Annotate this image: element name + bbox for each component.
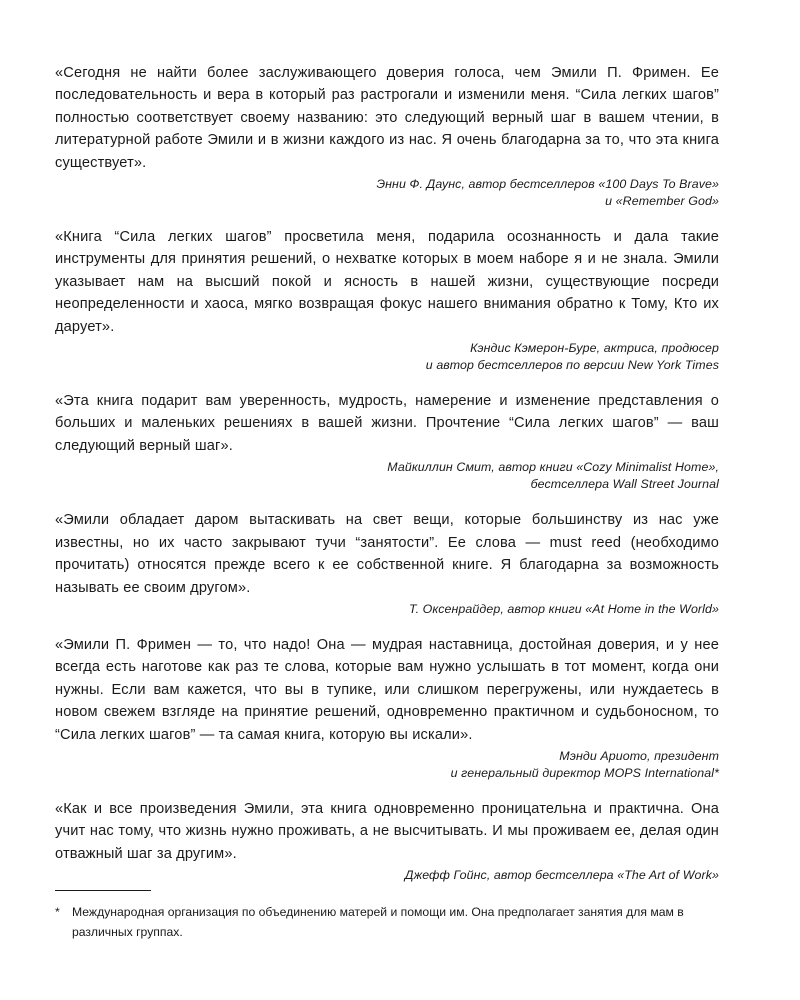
testimonials-page xyxy=(55,62,719,900)
attribution-line: Т. Оксенрайдер, автор книги «At Home in the World» xyxy=(409,601,719,616)
attribution-line: бестселлера Wall Street Journal xyxy=(530,477,719,492)
testimonial-attribution xyxy=(55,748,719,782)
attribution-line: Майкиллин Смит, автор книги «Cozy Minimalist Home», xyxy=(387,460,719,475)
testimonial-attribution xyxy=(55,176,719,210)
testimonial-quote: «Как и все произведения Эмили, эта книга одновременно проницательна и практична. Она учит нас тому, что жизнь нужно проживать, а не высчитывать. И мы проживаем ее, делая один отважный шаг за другим». xyxy=(55,800,719,862)
attribution-line: и генеральный директор MOPS International* xyxy=(450,765,719,780)
testimonial-attribution xyxy=(55,340,719,374)
testimonial-attribution xyxy=(55,867,719,884)
testimonial-quote: «Эмили обладает даром вытаскивать на свет вещи, которые большинству из нас уже известны, но их часто закрывают тучи “занятости”. Ее слова — must reed (необходимо прочитать) относятся прежде всего к ее собственной книге. Я благодарна за возможность называть ее своим другом». xyxy=(55,512,719,596)
testimonial-attribution xyxy=(55,601,719,618)
attribution-line: Кэндис Кэмерон-Буре, актриса, продюсер xyxy=(470,341,719,356)
testimonial-block xyxy=(55,798,719,884)
testimonial-quote: «Сегодня не найти более заслуживающего доверия голоса, чем Эмили П. Фримен. Ее последовательность и вера в который раз растрогали и изменили меня. “Сила легких шагов” полностью соответствует своему названию: это следующий верный шаг в вашем чтении, в литературной работе Эмили и в жизни каждого из нас. Я очень благодарна за то, что эта книга существует». xyxy=(55,65,719,171)
footnote-divider xyxy=(55,890,151,891)
testimonial-block xyxy=(55,634,719,782)
attribution-line: Мэнди Ариото, президент xyxy=(559,748,719,763)
attribution-line: и автор бестселлеров по версии New York Times xyxy=(425,358,719,373)
testimonial-block xyxy=(55,509,719,618)
footnote xyxy=(55,902,719,942)
testimonial-block xyxy=(55,226,719,374)
testimonial-block xyxy=(55,62,719,210)
testimonial-quote: «Эта книга подарит вам уверенность, мудрость, намерение и изменение представления о больших и маленьких решениях в вашей жизни. Прочтение “Сила легких шагов” — ваш следующий верный шаг». xyxy=(55,393,719,454)
footnote-text: Международная организация по объединению матерей и помощи им. Она предполагает занятия для мам в различных группах. xyxy=(72,905,684,939)
attribution-line: и «Remember God» xyxy=(605,194,719,209)
testimonial-quote: «Книга “Сила легких шагов” просветила меня, подарила осознанность и дала такие инструменты для принятия решений, о нехватке которых в моем наборе я и не знала. Эмили указывает нам на высший покой и ясность в нашей жизни, существующие посреди неопределенности и хаоса, мягко возвращая фокус нашего внимания обратно к Тому, Кто их дарует». xyxy=(55,229,719,335)
attribution-line: Джефф Гойнс, автор бестселлера «The Art of Work» xyxy=(404,868,719,883)
footnote-mark: * xyxy=(55,905,60,919)
testimonial-block xyxy=(55,390,719,493)
testimonial-quote: «Эмили П. Фримен — то, что надо! Она — мудрая наставница, достойная доверия, и у нее всегда есть наготове как раз те слова, которые вам нужно услышать в тот момент, когда они нужны. Если вам кажется, что вы в тупике, или слишком перегружены, или нуждаетесь в новом свежем взгляде на принятие решений, одновременно практичном и судьбоносном, то “Сила легких шагов” — та самая книга, которую вы искали». xyxy=(55,636,719,743)
testimonial-attribution xyxy=(55,459,719,493)
attribution-line: Энни Ф. Даунс, автор бестселлеров «100 Days To Brave» xyxy=(376,177,719,192)
